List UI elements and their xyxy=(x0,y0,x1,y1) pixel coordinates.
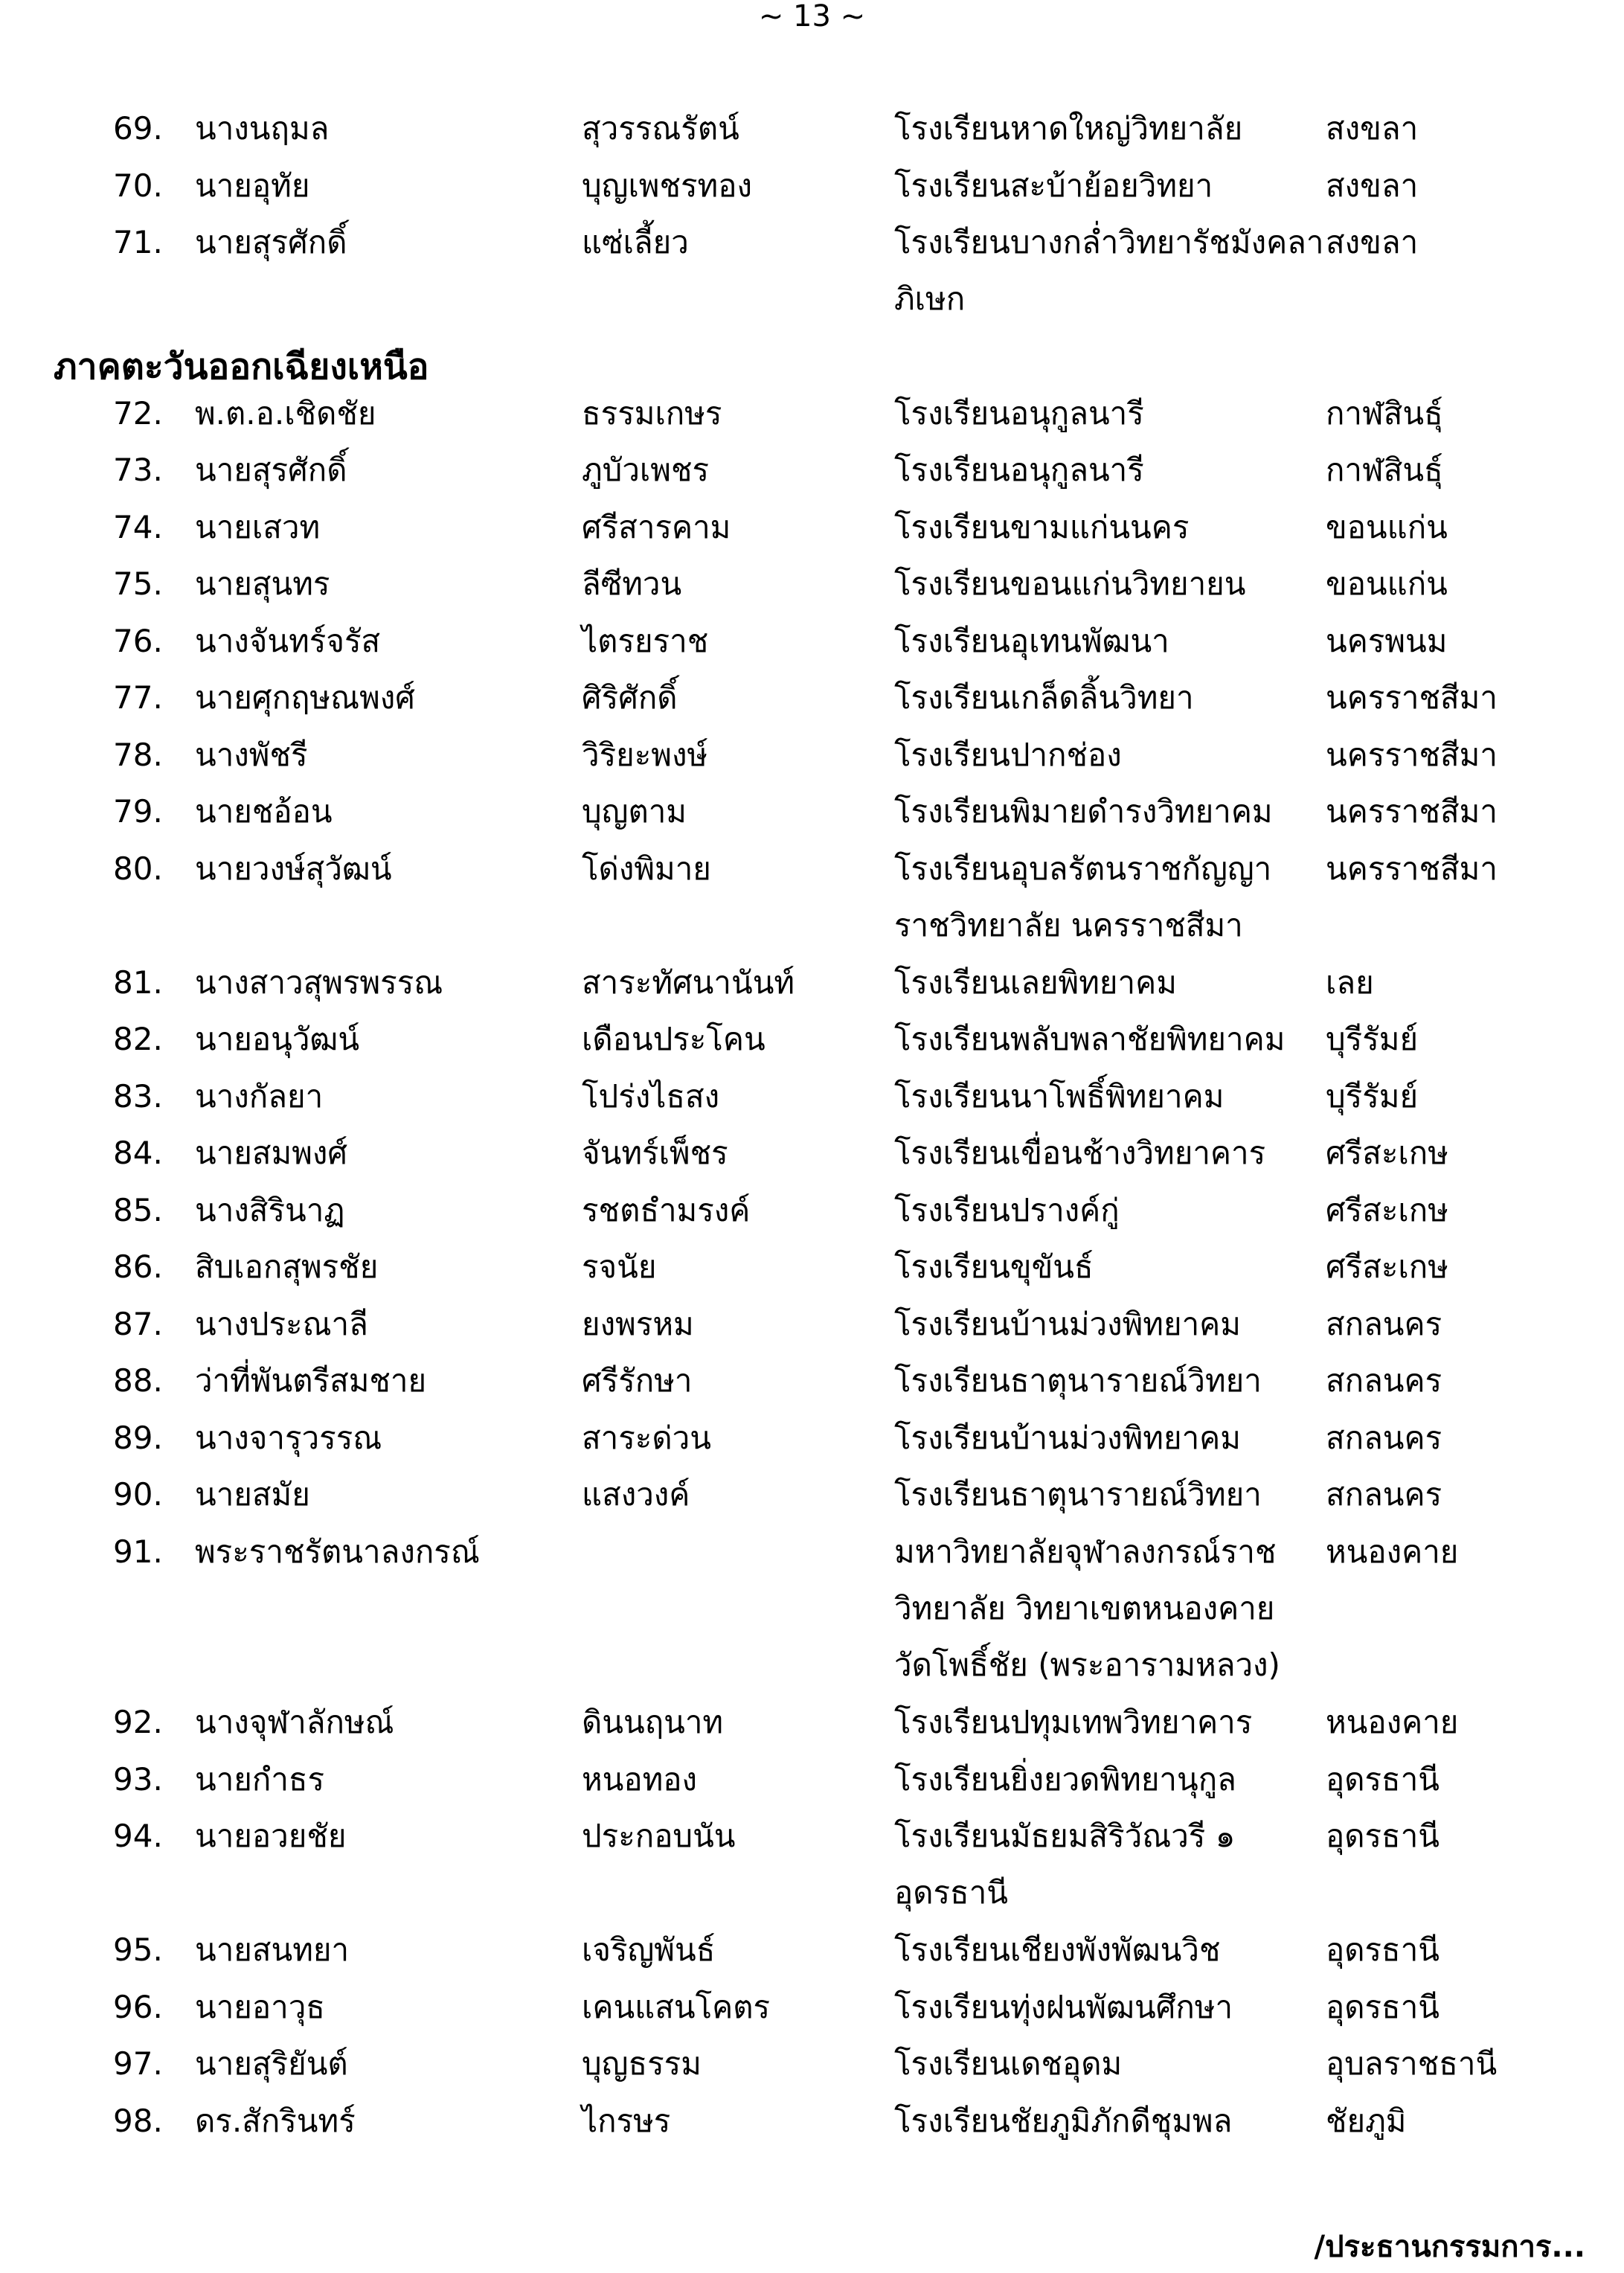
list-item xyxy=(0,2036,1624,2092)
school-name xyxy=(894,214,1326,327)
province: หนองคาย xyxy=(1326,1533,1459,1570)
school-name-line: ราชวิทยาลัย นครราชสีมา xyxy=(894,906,1243,943)
school-name-line: โรงเรียนบ้านม่วงพิทยาคม xyxy=(894,1419,1241,1456)
school-name-line: โรงเรียนเกล็ดลิ้นวิทยา xyxy=(894,679,1194,716)
person-surname: ศรีรักษา xyxy=(582,1362,693,1399)
school-name-line: โรงเรียนบ้านม่วงพิทยาคม xyxy=(894,1305,1241,1342)
item-number: 70. xyxy=(113,167,163,204)
school-name xyxy=(894,556,1326,612)
person-name: นายสุรศักดิ์ xyxy=(195,224,347,260)
province: ขอนแก่น xyxy=(1326,508,1448,545)
list-item xyxy=(0,1125,1624,1182)
person-name: ว่าที่พันตรีสมชาย xyxy=(195,1362,427,1399)
school-name xyxy=(894,1239,1326,1295)
person-surname: ไตรยราช xyxy=(582,622,709,659)
continuation-note: /ประธานกรรมการ... xyxy=(1314,2230,1585,2264)
school-name-line: โรงเรียนอุบลรัตนราชกัญญา xyxy=(894,850,1272,887)
school-name xyxy=(894,1524,1326,1693)
item-number: 88. xyxy=(113,1362,163,1399)
province: ขอนแก่น xyxy=(1326,565,1448,602)
list-item xyxy=(0,727,1624,783)
school-name-line: โรงเรียนขามแก่นนคร xyxy=(894,508,1190,545)
person-name: นางจารุวรรณ xyxy=(195,1419,382,1456)
person-name: นายชอ้อน xyxy=(195,793,333,830)
list-item xyxy=(0,385,1624,442)
list-item xyxy=(0,1922,1624,1978)
province: นครราชสีมา xyxy=(1326,736,1498,773)
list-item xyxy=(0,556,1624,612)
person-surname: บุญตาม xyxy=(582,793,687,830)
list-item xyxy=(0,613,1624,670)
item-number: 98. xyxy=(113,2102,163,2139)
item-number: 84. xyxy=(113,1135,163,1171)
item-number: 77. xyxy=(113,679,163,716)
school-name xyxy=(894,1011,1326,1068)
person-name: นายสมพงศ์ xyxy=(195,1135,348,1171)
list-item xyxy=(0,1353,1624,1409)
school-name xyxy=(894,2093,1326,2149)
person-name: นางพัชรี xyxy=(195,736,308,773)
item-number: 93. xyxy=(113,1760,163,1798)
school-name-line: โรงเรียนยิ่งยวดพิทยานุกูล xyxy=(894,1760,1236,1798)
school-name xyxy=(894,727,1326,783)
province: ศรีสะเกษ xyxy=(1326,1191,1448,1228)
province: นครราชสีมา xyxy=(1326,679,1498,716)
school-name xyxy=(894,670,1326,726)
school-name-line: โรงเรียนขุขันธ์ xyxy=(894,1248,1094,1285)
list-item xyxy=(0,1466,1624,1523)
province: หนองคาย xyxy=(1326,1704,1459,1740)
school-name-line: โรงเรียนพิมายดำรงวิทยาคม xyxy=(894,793,1273,830)
school-name xyxy=(894,1410,1326,1466)
person-name: นายสนทยา xyxy=(195,1931,350,1968)
person-surname: แซ่เลี้ยว xyxy=(582,224,689,260)
province: นครพนม xyxy=(1326,622,1448,659)
person-name: นางกัลยา xyxy=(195,1077,324,1115)
school-name xyxy=(894,1182,1326,1239)
item-number: 85. xyxy=(113,1191,163,1228)
list-item xyxy=(0,2093,1624,2149)
province: อุบลราชธานี xyxy=(1326,2045,1498,2082)
person-surname: ยงพรหม xyxy=(582,1305,694,1342)
list-item xyxy=(0,1239,1624,1295)
province: สงขลา xyxy=(1326,224,1419,260)
school-name-line: โรงเรียนมัธยมสิริวัณวรี ๑ xyxy=(894,1818,1236,1854)
person-surname: สาระด่วน xyxy=(582,1419,711,1456)
school-name-line: โรงเรียนเชียงพังพัฒนวิช xyxy=(894,1931,1221,1968)
person-name: นางจุฬาลักษณ์ xyxy=(195,1704,394,1740)
school-name-line: โรงเรียนธาตุนารายณ์วิทยา xyxy=(894,1476,1262,1513)
list-item xyxy=(0,670,1624,726)
item-number: 90. xyxy=(113,1476,163,1513)
person-surname: ลีซีทวน xyxy=(582,565,682,602)
person-surname: ไกรษร xyxy=(582,2102,671,2139)
list-item xyxy=(0,100,1624,157)
item-number: 87. xyxy=(113,1305,163,1342)
item-number: 97. xyxy=(113,2045,163,2082)
school-name-line: โรงเรียนปรางค์กู่ xyxy=(894,1191,1120,1228)
province: เลย xyxy=(1326,964,1374,1001)
person-surname: ประกอบนัน xyxy=(582,1818,736,1854)
list-item xyxy=(0,1979,1624,2036)
item-number: 94. xyxy=(113,1818,163,1854)
school-name xyxy=(894,499,1326,556)
school-name xyxy=(894,1808,1326,1921)
person-name: ดร.สักรินทร์ xyxy=(195,2102,356,2139)
province: อุดรธานี xyxy=(1326,1760,1440,1798)
school-name-line: โรงเรียนปทุมเทพวิทยาคาร xyxy=(894,1704,1253,1740)
school-name xyxy=(894,955,1326,1011)
school-name xyxy=(894,841,1326,954)
school-name xyxy=(894,1125,1326,1182)
list-item xyxy=(0,1068,1624,1125)
school-name xyxy=(894,1922,1326,1978)
school-name-line: โรงเรียนสะบ้าย้อยวิทยา xyxy=(894,167,1213,204)
school-name xyxy=(894,783,1326,840)
school-name xyxy=(894,1694,1326,1751)
school-name-line: โรงเรียนพลับพลาชัยพิทยาคม xyxy=(894,1021,1286,1057)
list-item xyxy=(0,1410,1624,1466)
list-item xyxy=(0,442,1624,498)
person-surname: บุญเพชรทอง xyxy=(582,167,752,204)
item-number: 72. xyxy=(113,394,163,432)
item-number: 95. xyxy=(113,1931,163,1968)
school-name xyxy=(894,2036,1326,2092)
school-name-line: โรงเรียนชัยภูมิภักดีชุมพล xyxy=(894,2102,1233,2139)
item-number: 71. xyxy=(113,224,163,260)
school-name xyxy=(894,1068,1326,1125)
school-name-line: โรงเรียนอนุกูลนารี xyxy=(894,452,1144,488)
person-name: นางสิรินาฏ xyxy=(195,1191,345,1228)
person-name: นายสมัย xyxy=(195,1476,310,1513)
person-surname: เจริญพันธ์ xyxy=(582,1931,716,1968)
school-name xyxy=(894,1353,1326,1409)
person-name: นายสุริยันต์ xyxy=(195,2045,348,2082)
person-surname: รชตธำมรงค์ xyxy=(582,1191,751,1228)
list-item xyxy=(0,841,1624,943)
province: บุรีรัมย์ xyxy=(1326,1077,1419,1115)
person-surname: ดินนฤนาท xyxy=(582,1704,724,1740)
province: สกลนคร xyxy=(1326,1476,1442,1513)
province: สกลนคร xyxy=(1326,1305,1442,1342)
school-name-line: โรงเรียนหาดใหญ่วิทยาลัย xyxy=(894,110,1243,147)
item-number: 82. xyxy=(113,1021,163,1057)
item-number: 76. xyxy=(113,622,163,659)
person-surname: วิริยะพงษ์ xyxy=(582,736,708,773)
province: นครราชสีมา xyxy=(1326,793,1498,830)
section-heading: ภาคตะวันออกเฉียงเหนือ xyxy=(54,346,429,388)
list-item xyxy=(0,783,1624,840)
school-name-line: โรงเรียนขอนแก่นวิทยายน xyxy=(894,565,1246,602)
list-item xyxy=(0,1524,1624,1683)
person-name: พระราชรัตนาลงกรณ์ xyxy=(195,1533,480,1570)
person-name: นางจันทร์จรัส xyxy=(195,622,381,659)
list-item xyxy=(0,499,1624,556)
person-name: นายสุรศักดิ์ xyxy=(195,452,347,488)
list-item xyxy=(0,1808,1624,1911)
person-name: นางประณาลี xyxy=(195,1305,368,1342)
province: ศรีสะเกษ xyxy=(1326,1135,1448,1171)
list-item xyxy=(0,1296,1624,1353)
person-name: นายกำธร xyxy=(195,1760,325,1798)
school-name-line: วิทยาลัย วิทยาเขตหนองคาย xyxy=(894,1589,1275,1626)
province: อุดรธานี xyxy=(1326,1931,1440,1968)
list-item xyxy=(0,1182,1624,1239)
school-name-line: โรงเรียนธาตุนารายณ์วิทยา xyxy=(894,1362,1262,1399)
school-name-line: โรงเรียนอุเทนพัฒนา xyxy=(894,622,1169,659)
list-item xyxy=(0,1694,1624,1751)
person-name: พ.ต.อ.เชิดชัย xyxy=(195,394,376,432)
school-name-line: ภิเษก xyxy=(894,280,966,317)
person-surname: ภูบัวเพชร xyxy=(582,452,710,488)
item-number: 73. xyxy=(113,452,163,488)
item-number: 81. xyxy=(113,964,163,1001)
school-name-line: โรงเรียนปากช่อง xyxy=(894,736,1122,773)
item-number: 74. xyxy=(113,508,163,545)
school-name-line: โรงเรียนนาโพธิ์พิทยาคม xyxy=(894,1077,1225,1115)
province: สงขลา xyxy=(1326,167,1419,204)
list-item xyxy=(0,158,1624,214)
list-item xyxy=(0,1011,1624,1068)
list-item xyxy=(0,1751,1624,1808)
person-name: นายอาวุธ xyxy=(195,1988,325,2025)
province: สกลนคร xyxy=(1326,1419,1442,1456)
person-surname: ศิริศักดิ์ xyxy=(582,679,678,716)
person-name: นางสาวสุพรพรรณ xyxy=(195,964,443,1001)
person-surname: หนอทอง xyxy=(582,1760,698,1798)
person-surname: โด่งพิมาย xyxy=(582,850,711,887)
item-number: 79. xyxy=(113,793,163,830)
item-number: 69. xyxy=(113,110,163,147)
person-name: สิบเอกสุพรชัย xyxy=(195,1248,379,1285)
province: สงขลา xyxy=(1326,110,1419,147)
school-name-line: โรงเรียนทุ่งฝนพัฒนศึกษา xyxy=(894,1988,1233,2025)
item-number: 91. xyxy=(113,1533,163,1570)
school-name-line: มหาวิทยาลัยจุฬาลงกรณ์ราช xyxy=(894,1533,1277,1570)
person-name: นายอวยชัย xyxy=(195,1818,347,1854)
province: นครราชสีมา xyxy=(1326,850,1498,887)
item-number: 78. xyxy=(113,736,163,773)
page-number: ~ 13 ~ xyxy=(758,0,866,33)
person-surname: ธรรมเกษร xyxy=(582,394,722,432)
person-surname: โปร่งไธสง xyxy=(582,1077,720,1115)
person-surname: แสงวงค์ xyxy=(582,1476,690,1513)
person-surname: เคนแสนโคตร xyxy=(582,1988,771,2025)
person-surname: สุวรรณรัตน์ xyxy=(582,110,739,147)
province: บุรีรัมย์ xyxy=(1326,1021,1419,1057)
item-number: 80. xyxy=(113,850,163,887)
school-name xyxy=(894,1979,1326,2036)
person-name: นายวงษ์สุวัฒน์ xyxy=(195,850,392,887)
list-item xyxy=(0,955,1624,1011)
school-name-line: โรงเรียนเดชอุดม xyxy=(894,2045,1123,2082)
item-number: 75. xyxy=(113,565,163,602)
school-name xyxy=(894,613,1326,670)
province: อุดรธานี xyxy=(1326,1818,1440,1854)
school-name-line: โรงเรียนเขื่อนช้างวิทยาคาร xyxy=(894,1135,1266,1171)
province: ชัยภูมิ xyxy=(1326,2102,1407,2139)
person-name: นางนฤมล xyxy=(195,110,330,147)
item-number: 86. xyxy=(113,1248,163,1285)
school-name-line: โรงเรียนบางกล่ำวิทยารัชมังคลา xyxy=(894,224,1324,260)
person-surname: เดือนประโคน xyxy=(582,1021,766,1057)
person-name: นายสุนทร xyxy=(195,565,330,602)
item-number: 83. xyxy=(113,1077,163,1115)
person-surname: สาระทัศนานันท์ xyxy=(582,964,795,1001)
school-name xyxy=(894,1296,1326,1353)
item-number: 92. xyxy=(113,1704,163,1740)
school-name xyxy=(894,1751,1326,1808)
person-name: นายศุกฤษณพงศ์ xyxy=(195,679,415,716)
person-surname: จันทร์เพ็ชร xyxy=(582,1135,728,1171)
item-number: 96. xyxy=(113,1988,163,2025)
school-name-line: โรงเรียนเลยพิทยาคม xyxy=(894,964,1177,1001)
person-name: นายอนุวัฒน์ xyxy=(195,1021,360,1057)
school-name-line: อุดรธานี xyxy=(894,1874,1008,1911)
school-name xyxy=(894,100,1326,157)
item-number: 89. xyxy=(113,1419,163,1456)
person-surname: บุญธรรม xyxy=(582,2045,702,2082)
province: ศรีสะเกษ xyxy=(1326,1248,1448,1285)
province: กาฬสินธุ์ xyxy=(1326,452,1443,488)
school-name xyxy=(894,442,1326,498)
school-name xyxy=(894,158,1326,214)
province: อุดรธานี xyxy=(1326,1988,1440,2025)
person-surname: ศรีสารคาม xyxy=(582,508,731,545)
person-name: นายเสวท xyxy=(195,508,321,545)
school-name-line: วัดโพธิ์ชัย (พระอารามหลวง) xyxy=(894,1646,1280,1683)
school-name xyxy=(894,385,1326,442)
school-name-line: โรงเรียนอนุกูลนารี xyxy=(894,394,1144,432)
school-name xyxy=(894,1466,1326,1523)
person-name: นายอุทัย xyxy=(195,167,310,204)
province: กาฬสินธุ์ xyxy=(1326,394,1443,432)
province: สกลนคร xyxy=(1326,1362,1442,1399)
list-item xyxy=(0,214,1624,317)
person-surname: รจนัย xyxy=(582,1248,657,1285)
